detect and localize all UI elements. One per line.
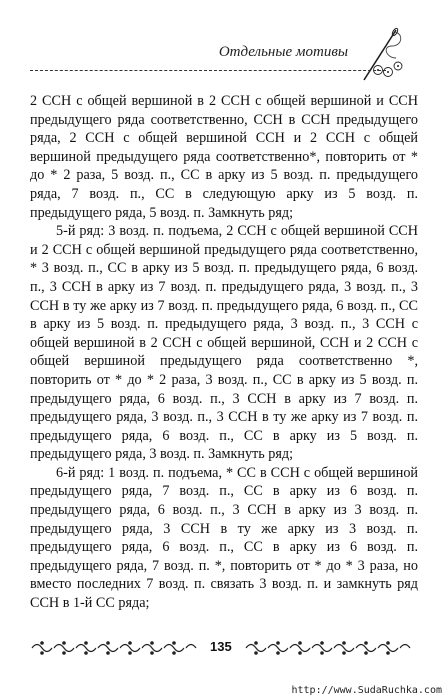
paragraph-continuation: 2 ССН с общей вершиной в 2 ССН с общей вершиной и ССН предыдущего ряда соответственно, ССН в ССН предыдущего ряда, 2 ССН с общей вершиной ССН и 2 ССН с общей вершиной предыдущего ряда соответственно*, повторить от * до * 2 раза, 5 возд. п., СС в арку из 5 возд. п. предыдущего ряда, 7 возд. п., СС в следующую арку из 5 возд. п. предыдущего ряда, 5 возд. п. Замкнуть ряд; — [30, 93, 418, 221]
page-number: 135 — [210, 639, 232, 654]
page-footer — [30, 636, 418, 660]
ornament-right-icon — [244, 640, 418, 656]
needle-thread-icon — [356, 24, 406, 84]
main-text — [30, 92, 418, 613]
header-title: Отдельные мотивы — [218, 44, 348, 60]
paragraph-row-6: 6-й ряд: 1 возд. п. подъема, * СС в ССН с общей вершиной предыдущего ряда, 7 возд. п., СС в арку из 6 возд. п. предыдущего ряда, 6 возд. п., 3 ССН в арку из 3 возд. п. предыдущего ряда, 3 ССН в ту же арку из 3 возд. п. предыдущего ряда, 6 возд. п., СС в арку из 6 возд. п. предыдущего ряда, 7 возд. п. *, повторить от * до * 3 раза, но вместо последних 7 возд. п. связать 3 возд. п. и замкнуть ряд ССН в 1-й СС ряда; — [30, 464, 418, 612]
paragraph-row-5: 5-й ряд: 3 возд. п. подъема, 2 ССН с общей вершиной ССН и 2 ССН с общей вершиной предыдущего ряда соответственно, * 3 возд. п., СС в арку из 5 возд. п. предыдущего ряда, 6 возд. п., 3 ССН в арку из 7 возд. п. предыдущего ряда, 3 возд. п., 3 ССН в ту же арку из 7 возд. п. предыдущего ряда, 6 возд. п., СС в арку из 5 возд. п. предыдущего ряда, 3 возд. п., 3 ССН с общей вершиной в 2 ССН с общей вершиной, ССН и 2 ССН с общей вершиной предыдущего ряда соответственно *, повторить от * до * 2 раза, 3 возд. п., СС в арку из 5 возд. п. предыдущего ряда, 6 возд. п., 3 ССН в арку из 7 возд. п. предыдущего ряда, 3 возд. п., 3 ССН в ту же арку из 7 возд. п. предыдущего ряда, 6 возд. п., СС в арку из 5 возд. п. предыдущего ряда, 3 возд. п. Замкнуть ряд; — [30, 223, 418, 463]
watermark-url: http://www.SudaRuchka.com — [291, 685, 442, 696]
header-divider — [30, 70, 386, 71]
ornament-left-icon — [30, 640, 202, 656]
page-header — [0, 0, 448, 90]
